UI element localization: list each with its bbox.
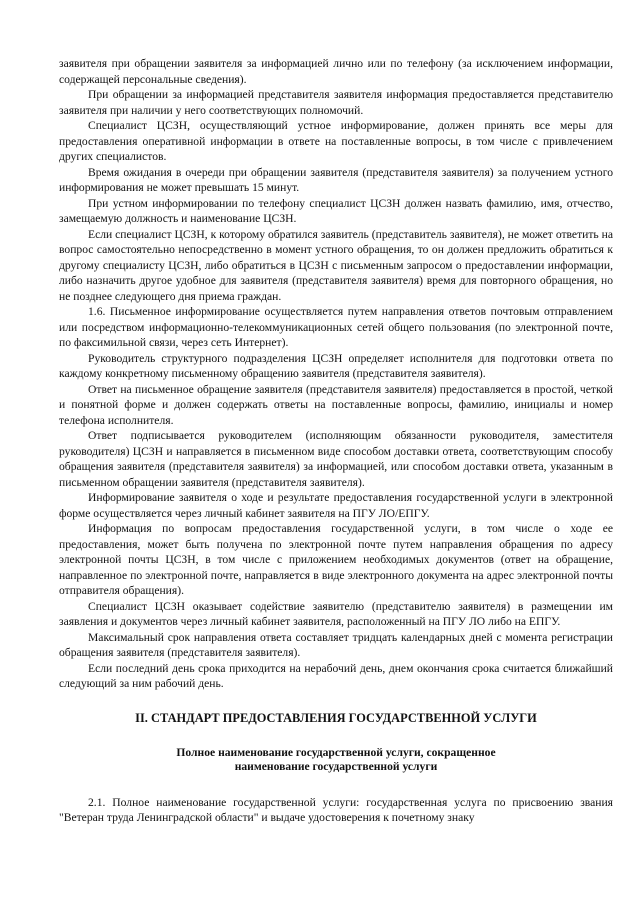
paragraph: Максимальный срок направления ответа составляет тридцать календарных дней с момента регистрации обращения заявителя (представителя заявителя). — [59, 630, 613, 659]
paragraph: При обращении за информацией представителя заявителя информация предоставляется представителю заявителя при наличии у него соответствующих полномочий. — [59, 88, 613, 117]
subsection-heading-line-2: наименование государственной услуги — [234, 760, 438, 773]
paragraph: Руководитель структурного подразделения ЦСЗН определяет исполнителя для подготовки ответа по каждому конкретному письменному обращению заявителя (представителя заявителя). — [59, 351, 613, 380]
paragraph: При устном информировании по телефону специалист ЦСЗН должен назвать фамилию, имя, отчество, замещаемую должность и наименование ЦСЗН. — [59, 196, 613, 225]
paragraph: Специалист ЦСЗН, осуществляющий устное информирование, должен принять все меры для предоставления оперативной информации в ответе на поставленные вопросы, в том числе с привлечением других специалистов. — [59, 119, 613, 163]
paragraph: Если специалист ЦСЗН, к которому обратился заявитель (представитель заявителя), не может ответить на вопрос самостоятельно непосредственно в момент устного обращения, то он должен предложить обратиться к другому специалисту ЦСЗН, либо обратиться в ЦСЗН с письменным запросом о предоставлении информации, либо назначить другое удобное для заявителя (представителя заявителя) время для повторного обращения, но не позднее следующего дня приема граждан. — [59, 227, 613, 303]
paragraph: Информация по вопросам предоставления государственной услуги, в том числе о ходе ее предоставления, может быть получена по электронной почте путем направления обращения по адресу электронной почты ЦСЗН, в том числе с приложением необходимых документов (ответ на обращение, направленное по электронной почте, направляется в виде электронного документа на адрес электронной почты отправителя обращения). — [59, 522, 613, 597]
paragraph: Ответ на письменное обращение заявителя (представителя заявителя) предоставляется в простой, четкой и понятной форме и должен содержать ответы на поставленные вопросы, фамилию, инициалы и номер телефона исполнителя. — [59, 382, 613, 427]
paragraph: Время ожидания в очереди при обращении заявителя (представителя заявителя) за получением устного информирования не может превышать 15 минут. — [59, 165, 613, 194]
paragraph: Информирование заявителя о ходе и результате предоставления государственной услуги в электронной форме осуществляется через личный кабинет заявителя на ПГУ ЛО/ЕПГУ. — [59, 491, 613, 520]
paragraph: 1.6. Письменное информирование осуществляется путем направления ответов почтовым отправлением или посредством информационно-телекоммуникационных сетей общего пользования (по электронной почте, по факсимильной связи, через сеть Интернет). — [59, 305, 613, 349]
paragraph-2-1: 2.1. Полное наименование государственной услуги: государственная услуга по присвоению звания "Ветеран труда Ленинградской области" и выдаче удостоверения к почетному знаку — [59, 795, 613, 824]
subsection-heading-line-1: Полное наименование государственной услуги, сокращенное — [176, 745, 496, 759]
paragraph: Специалист ЦСЗН оказывает содействие заявителю (представителю заявителя) в размещении им заявления и документов через личный кабинет заявителя, расположенный на ПГУ ЛО либо на ЕПГУ. — [59, 599, 613, 628]
paragraph: Ответ подписывается руководителем (исполняющим обязанности руководителя, заместителя руководителя) ЦСЗН и направляется в письменном виде способом доставки ответа, соответствующим способу обращения заявителя (представителя заявителя) за информацией, или способом доставки ответа, указанным в письменном обращении заявителя (представителя заявителя). — [59, 429, 613, 489]
subsection-heading — [59, 746, 613, 775]
document-page — [59, 56, 613, 826]
section-heading: II. СТАНДАРТ ПРЕДОСТАВЛЕНИЯ ГОСУДАРСТВЕННОЙ УСЛУГИ — [135, 710, 537, 725]
paragraph: Если последний день срока приходится на нерабочий день, днем окончания срока считается ближайший следующий за ним рабочий день. — [59, 661, 613, 690]
paragraph-continuation: заявителя при обращении заявителя за информацией лично или по телефону (за исключением информации, содержащей персональные сведения). — [59, 57, 613, 86]
